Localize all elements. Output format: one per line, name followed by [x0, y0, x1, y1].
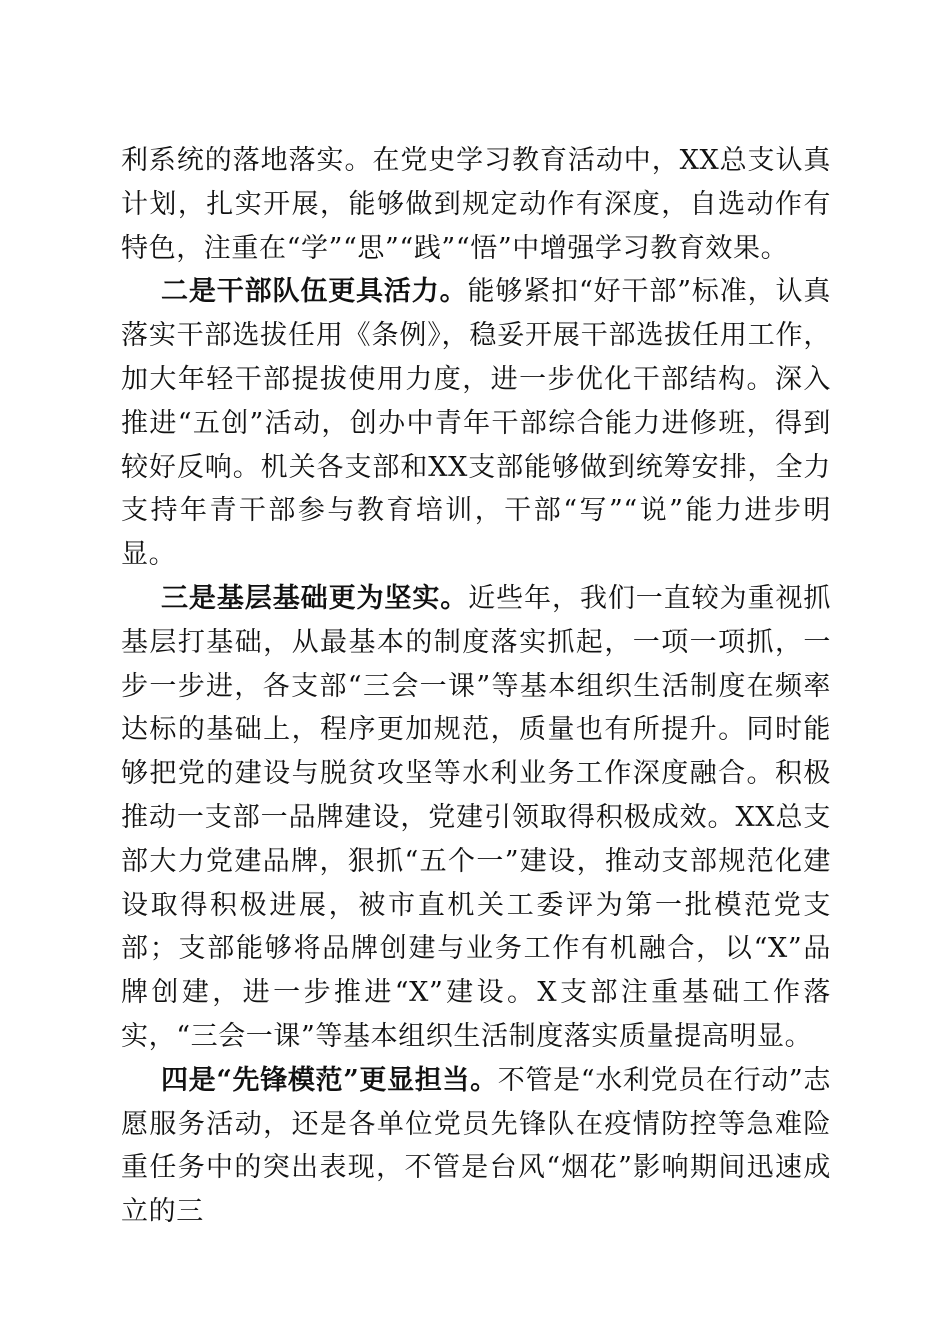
paragraph-cadre-team	[121, 270, 831, 577]
paragraph-text: 能够紧扣“好干部”标准，认真落实干部选拔任用《条例》，稳妥开展干部选拔任用工作，加大年轻干部提拔使用力度，进一步优化干部结构。深入推进“五创”活动，创办中青年干部综合能力进修班，得到较好反响。机关各支部和XX支部能够做到统筹安排，全力支持年青干部参与教育培训，干部“写”“说”能力进步明显。	[121, 276, 831, 571]
paragraph-lead: 二是干部队伍更具活力。	[161, 276, 468, 308]
paragraph-continuation	[121, 139, 831, 270]
paragraph-vanguard	[121, 1059, 831, 1234]
paragraph-text: 利系统的落地落实。在党史学习教育活动中，XX总支认真计划，扎实开展，能够做到规定动作有深度，自选动作有特色，注重在“学”“思”“践”“悟”中增强学习教育效果。	[121, 145, 831, 264]
paragraph-text: 不管是“水利党员在行动”志愿服务活动，还是各单位党员先锋队在疫情防控等急难险重任务中的突出表现，不管是台风“烟花”影响期间迅速成立的三	[121, 1064, 831, 1228]
document-body	[121, 139, 831, 1234]
paragraph-lead: 四是“先锋模范”更显担当。	[161, 1064, 498, 1096]
paragraph-text: 近些年，我们一直较为重视抓基层打基础，从最基本的制度落实抓起，一项一项抓，一步一步进，各支部“三会一课”等基本组织生活制度在频率达标的基础上，程序更加规范，质量也有所提升。同时能够把党的建设与脱贫攻坚等水利业务工作深度融合。积极推动一支部一品牌建设，党建引领取得积极成效。XX总支部大力党建品牌，狠抓“五个一”建设，推动支部规范化建设取得积极进展，被市直机关工委评为第一批模范党支部；支部能够将品牌创建与业务工作有机融合，以“X”品牌创建，进一步推进“X”建设。X支部注重基础工作落实，“三会一课”等基本组织生活制度落实质量提高明显。	[121, 582, 831, 1052]
paragraph-grassroots	[121, 577, 831, 1059]
paragraph-lead: 三是基层基础更为坚实。	[161, 582, 469, 614]
